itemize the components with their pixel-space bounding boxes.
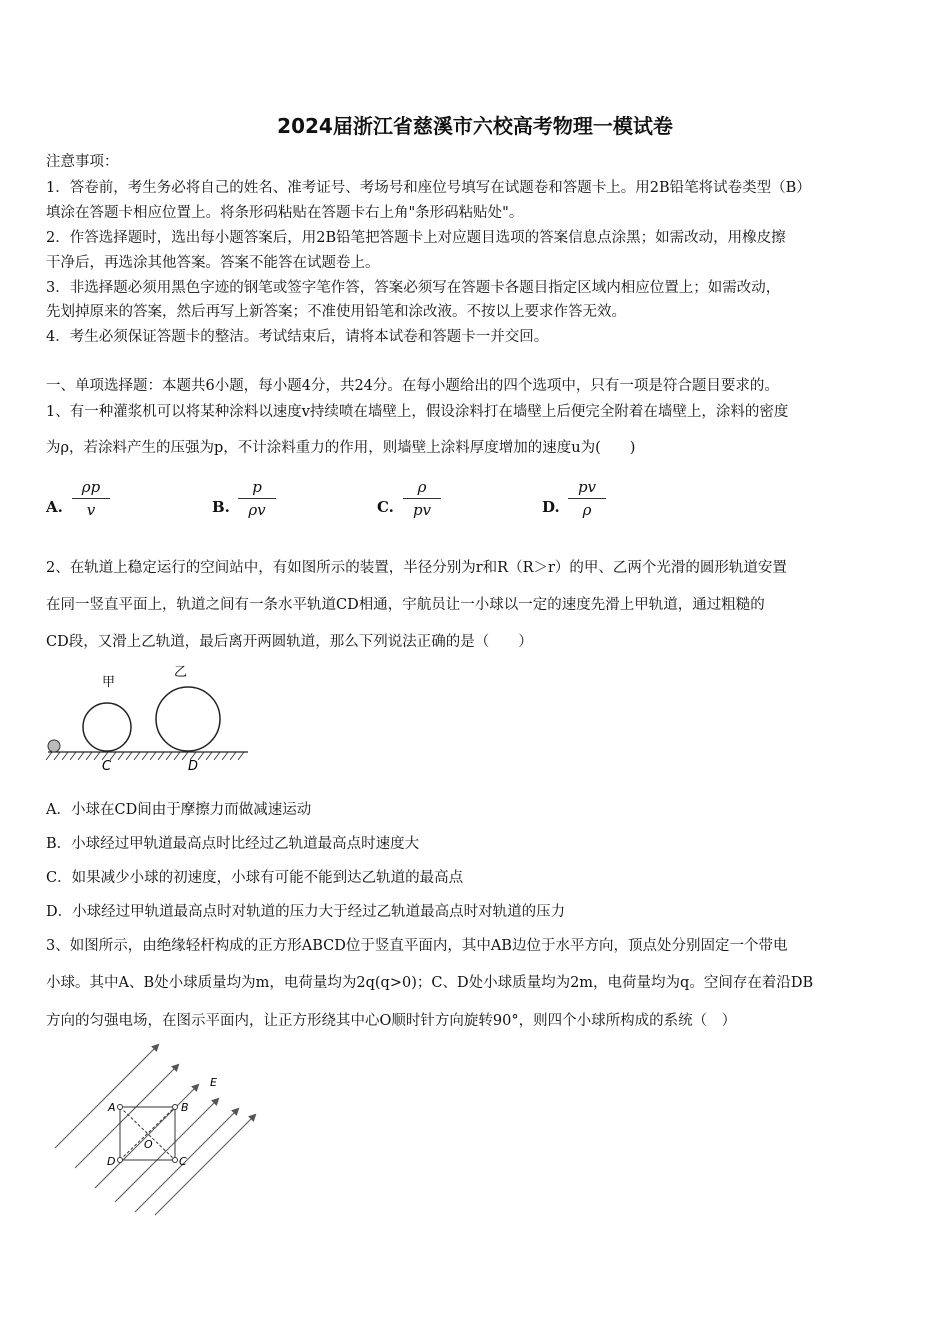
option-fraction (232, 478, 282, 519)
notice-heading: 注意事项： (46, 154, 119, 170)
label-c: C (102, 759, 112, 774)
q1-stem-line: 为ρ，若涂料产生的压强为p，不计涂料重力的作用，则墙壁上涂料厚度增加的速度u为( ) (46, 440, 636, 456)
q2-track-figure (40, 660, 260, 775)
notice-line: 填涂在答题卡相应位置上。将条形码粘贴在答题卡右上角"条形码粘贴处"。 (46, 205, 524, 221)
fraction-bar (238, 498, 276, 499)
q1-stem-line: 1、有一种灌浆机可以将某种涂料以速度v持续喷在墙壁上，假设涂料打在墙壁上后便完全附着在墙壁上，涂料的密度 (46, 404, 789, 420)
page-title: 2024届浙江省慈溪市六校高考物理一模试卷 (277, 114, 673, 138)
notice-line: 3．非选择题必须用黑色字迹的钢笔或签字笔作答，答案必须写在答题卡各题目指定区域内相应位置上；如需改动， (46, 280, 781, 296)
q2-option: A．小球在CD间由于摩擦力而做减速运动 (46, 802, 312, 818)
square-abcd (120, 1107, 175, 1160)
numerator: pv (577, 478, 597, 496)
q2-option: B．小球经过甲轨道最高点时比经过乙轨道最高点时速度大 (46, 836, 420, 852)
q2-stem-line: CD段，又滑上乙轨道，最后离开两圆轨道，那么下列说法正确的是（ ） (46, 634, 533, 650)
fraction-bar (72, 498, 110, 499)
notice-line: 4．考生必须保证答题卡的整洁。考试结束后，请将本试卷和答题卡一并交回。 (46, 329, 549, 345)
label-a: A (108, 1101, 116, 1114)
q3-stem-line: 方向的匀强电场，在图示平面内，让正方形绕其中心O顺时针方向旋转90°，则四个小球所构成的系统（ ） (46, 1013, 737, 1029)
option-label: C. (377, 498, 394, 516)
ground (46, 752, 248, 760)
q2-option: D．小球经过甲轨道最高点时对轨道的压力大于经过乙轨道最高点时对轨道的压力 (46, 904, 566, 920)
label-d: D (107, 1155, 116, 1168)
label-yi: 乙 (174, 665, 188, 680)
label-o: O (144, 1138, 153, 1151)
numerator: ρ (417, 478, 427, 496)
option-fraction (66, 478, 116, 519)
option-fraction (562, 478, 612, 519)
label-b: B (181, 1101, 189, 1114)
label-jia: 甲 (102, 675, 116, 690)
label-c: C (179, 1155, 187, 1168)
denominator: ρv (248, 501, 266, 519)
denominator: ρ (582, 501, 592, 519)
fraction-bar (568, 498, 606, 499)
notice-line: 1．答卷前，考生务必将自己的姓名、准考证号、考场号和座位号填写在试题卷和答题卡上。用2B铅笔将试卷类型（B） (46, 180, 811, 196)
q3-stem-line: 3、如图所示，由绝缘轻杆构成的正方形ABCD位于竖直平面内，其中AB边位于水平方向，顶点处分别固定一个带电 (46, 938, 788, 954)
numerator: ρp (81, 478, 101, 496)
option-label: A. (46, 498, 63, 516)
option-label: B. (212, 498, 230, 516)
option-label: D. (542, 498, 560, 516)
q2-stem-line: 2、在轨道上稳定运行的空间站中，有如图所示的装置，半径分别为r和R（R＞r）的甲、乙两个光滑的圆形轨道安置 (46, 560, 787, 576)
option-fraction (397, 478, 447, 519)
field-lines (55, 1045, 255, 1215)
q3-square-figure (50, 1040, 270, 1220)
q2-option: C．如果减少小球的初速度，小球有可能不能到达乙轨道的最高点 (46, 870, 464, 886)
denominator: pv (412, 501, 432, 519)
label-d: D (188, 759, 199, 774)
notice-line: 2．作答选择题时，选出每小题答案后，用2B铅笔把答题卡上对应题目选项的答案信息点涂黑；如需改动，用橡皮擦 (46, 230, 786, 246)
label-e: E (210, 1076, 217, 1089)
section-heading: 一、单项选择题：本题共6小题，每小题4分，共24分。在每小题给出的四个选项中，只有一项是符合题目要求的。 (46, 378, 779, 394)
q2-stem-line: 在同一竖直平面上，轨道之间有一条水平轨道CD相通，宇航员让一小球以一定的速度先滑上甲轨道，通过粗糙的 (46, 597, 765, 613)
denominator: v (86, 501, 96, 519)
numerator: p (252, 478, 262, 496)
notice-line: 先划掉原来的答案，然后再写上新答案；不准使用铅笔和涂改液。不按以上要求作答无效。 (46, 304, 626, 320)
q3-stem-line: 小球。其中A、B处小球质量均为m，电荷量均为2q(q>0)；C、D处小球质量均为2m，电荷量均为q。空间存在着沿DB (46, 975, 814, 991)
ball (48, 740, 60, 752)
fraction-bar (403, 498, 441, 499)
track-jia (83, 703, 131, 751)
notice-line: 干净后，再选涂其他答案。答案不能答在试题卷上。 (46, 255, 380, 271)
track-yi (156, 687, 220, 751)
